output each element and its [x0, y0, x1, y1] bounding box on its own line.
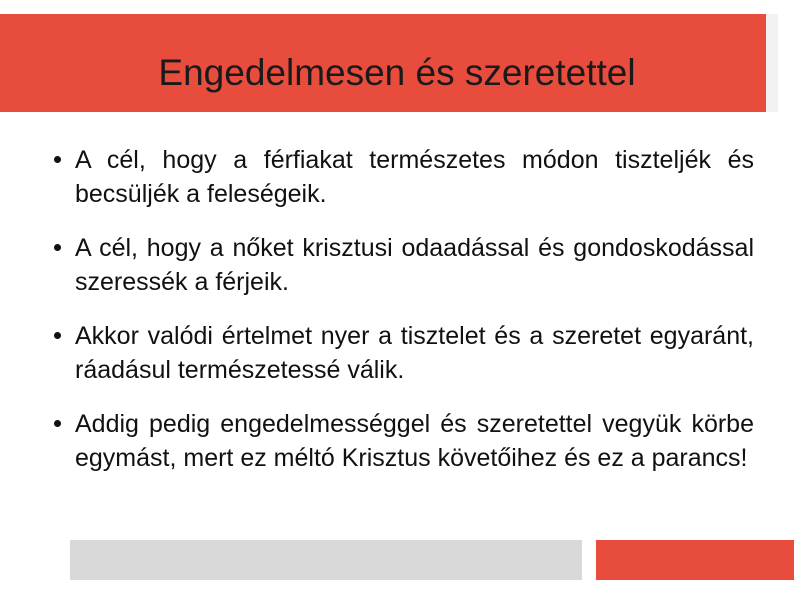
- footer-accent-bar: [596, 540, 794, 580]
- bullet-item: [48, 143, 754, 211]
- bullet-text: Addig pedig engedelmességgel és szeretettel vegyük körbe egymást, mert ez méltó Krisztus követőihez és ez a parancs!: [75, 410, 754, 472]
- bullet-item: [48, 319, 754, 387]
- bullet-dot-icon: [54, 156, 61, 163]
- bullet-list: [48, 143, 754, 495]
- bullet-text: Akkor valódi értelmet nyer a tisztelet és a szeretet egyaránt, ráadásul természetessé válik.: [75, 322, 754, 384]
- bullet-dot-icon: [54, 332, 61, 339]
- footer-gray-bar: [70, 540, 582, 580]
- bullet-text: A cél, hogy a nőket krisztusi odaadással és gondoskodással szeressék a férjeik.: [75, 234, 754, 296]
- bullet-dot-icon: [54, 244, 61, 251]
- slide-title: Engedelmesen és szeretettel: [158, 52, 636, 93]
- bullet-text: A cél, hogy a férfiakat természetes módon tiszteljék és becsüljék a feleségeik.: [75, 146, 754, 208]
- bullet-item: [48, 407, 754, 475]
- bullet-dot-icon: [54, 420, 61, 427]
- bullet-item: [48, 231, 754, 299]
